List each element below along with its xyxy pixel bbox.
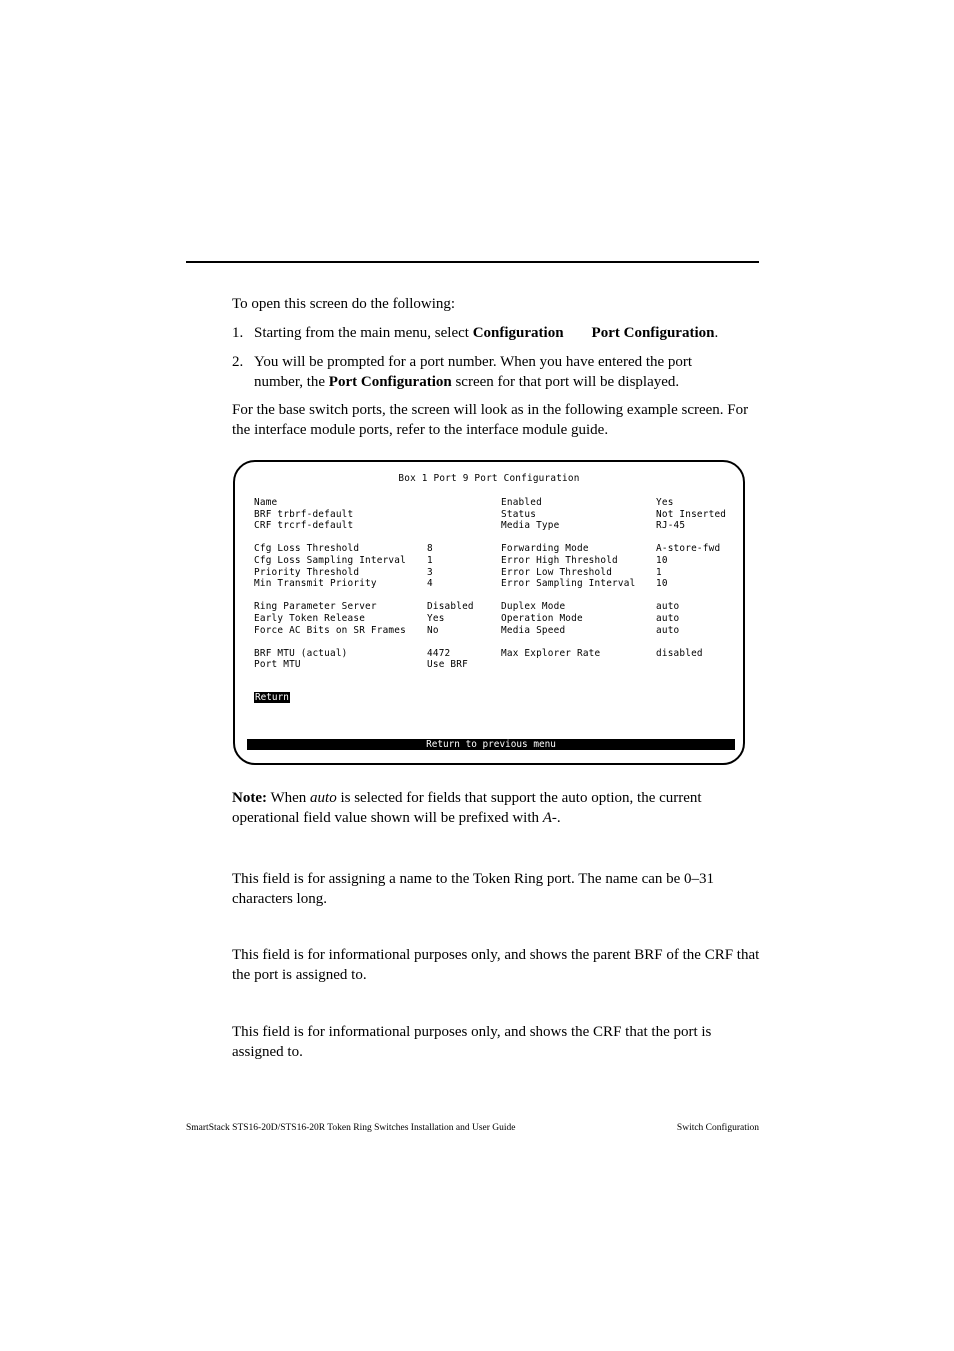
screen-title: Box 1 Port 9 Port Configuration bbox=[398, 473, 580, 484]
note-paragraph: Note: When auto is selected for fields that support the auto option, the current operational field value shown will be prefixed with A-. bbox=[232, 790, 702, 826]
field-values-right[interactable]: Yes Not Inserted RJ-45 A-store-fwd 10 1 10 auto auto auto disabled bbox=[656, 497, 727, 659]
status-bar: Return to previous menu bbox=[247, 739, 735, 750]
step-number: 2. bbox=[232, 354, 244, 370]
menu-port-configuration: Port Configuration bbox=[591, 325, 715, 341]
note-label: Note: bbox=[232, 790, 267, 806]
name-field-description: This field is for assigning a name to the Token Ring port. The name can be 0–31 characters long. bbox=[232, 871, 715, 907]
return-button[interactable]: Return bbox=[255, 692, 289, 703]
intro-text: To open this screen do the following: bbox=[232, 296, 456, 312]
step-number: 1. bbox=[232, 325, 244, 341]
screen-name-port-configuration: Port Configuration bbox=[328, 374, 452, 390]
footer-title: SmartStack STS16-20D/STS16-20R Token Ring Switches Installation and User Guide bbox=[186, 1123, 516, 1133]
crf-field-description: This field is for informational purposes only, and shows the CRF that the port is assigned to. bbox=[232, 1024, 712, 1060]
port-configuration-screen bbox=[233, 460, 745, 765]
field-labels-left: Name BRF trbrf-default CRF trcrf-default Cfg Loss Threshold Cfg Loss Sampling Interval Priority Threshold Min Transmit Priority Ring Parameter Server Early Token Release Force AC Bits on SR Frames BRF MTU (actual) Port MTU bbox=[254, 497, 406, 671]
brf-field-description: This field is for informational purposes only, and shows the parent BRF of the CRF that the port is assigned to. bbox=[232, 947, 760, 983]
header-rule bbox=[186, 261, 759, 263]
field-labels-right: Enabled Status Media Type Forwarding Mode Error High Threshold Error Low Threshold Error Sampling Interval Duplex Mode Operation Mode Media Speed Max Explorer Rate bbox=[501, 497, 636, 659]
menu-configuration: Configuration bbox=[472, 325, 564, 341]
base-ports-paragraph: For the base switch ports, the screen will look as in the following example screen. For the interface module ports, refer to the interface module guide. bbox=[232, 402, 749, 438]
field-values-left[interactable]: 8 1 3 4 Disabled Yes No 4472 Use BRF bbox=[427, 543, 474, 671]
footer-section: Switch Configuration bbox=[676, 1123, 759, 1133]
